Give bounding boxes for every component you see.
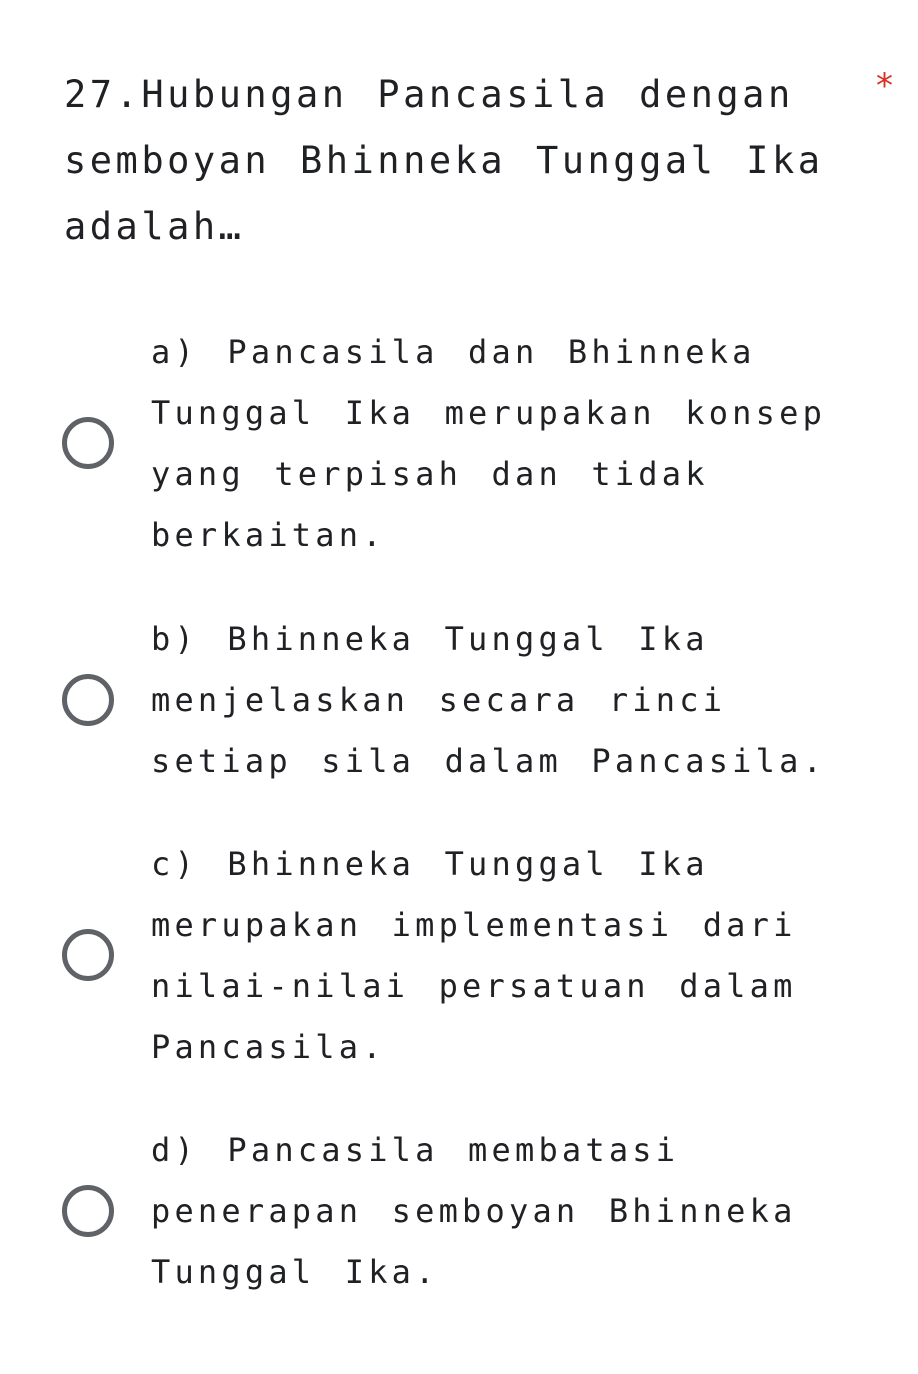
radio-button-a[interactable] [62, 417, 114, 469]
radio-button-d[interactable] [62, 1185, 114, 1237]
option-c-label[interactable]: c) Bhinneka Tunggal Ika merupakan implementasi dari nilai-nilai persatuan dalam Pancasila. [151, 845, 797, 1066]
option-a-label[interactable]: a) Pancasila dan Bhinneka Tunggal Ika merupakan konsep yang terpisah dan tidak berkaitan. [151, 333, 827, 554]
question-title: 27.Hubungan Pancasila dengan semboyan Bhinneka Tunggal Ika adalah… [64, 73, 824, 248]
option-d-label[interactable]: d) Pancasila membatasi penerapan semboyan Bhinneka Tunggal Ika. [151, 1131, 797, 1291]
radio-button-b[interactable] [62, 674, 114, 726]
option-b-label[interactable]: b) Bhinneka Tunggal Ika menjelaskan secara rinci setiap sila dalam Pancasila. [151, 620, 827, 780]
required-asterisk: * [876, 66, 893, 106]
radio-button-c[interactable] [62, 929, 114, 981]
